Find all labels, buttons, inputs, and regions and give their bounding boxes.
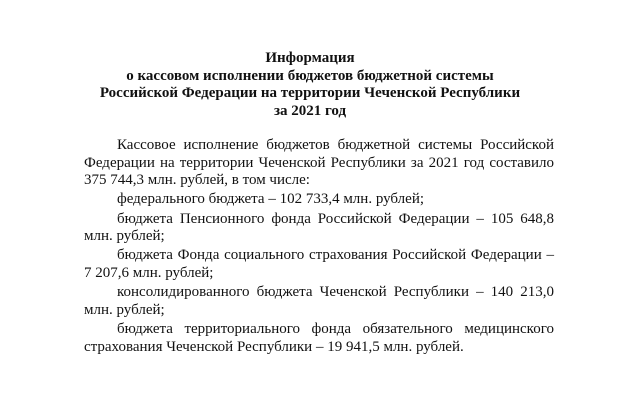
intro-paragraph: Кассовое исполнение бюджетов бюджетной системы Российской Федерации на территории Чеченской Республики за 2021 год составило 375 744,3 млн. рублей, в том числе: bbox=[84, 137, 554, 189]
document-body bbox=[84, 137, 554, 356]
title-line: за 2021 год bbox=[273, 102, 347, 119]
budget-item-social-insurance-fund: бюджета Фонда социального страхования Российской Федерации – 7 207,6 млн. рублей; bbox=[84, 247, 554, 281]
budget-item-federal: федерального бюджета – 102 733,4 млн. рублей; bbox=[117, 191, 425, 208]
document-title bbox=[60, 50, 560, 120]
title-line: Информация bbox=[265, 50, 355, 66]
budget-item-consolidated-republic: консолидированного бюджета Чеченской Республики – 140 213,0 млн. рублей; bbox=[84, 284, 554, 318]
budget-item-territorial-medical-fund: бюджета территориального фонда обязательного медицинского страхования Чеченской Республики – 19 941,5 млн. рублей. bbox=[84, 320, 554, 355]
title-line: о кассовом исполнении бюджетов бюджетной системы bbox=[126, 67, 494, 84]
title-line: Российской Федерации на территории Чеченской Республики bbox=[99, 85, 521, 101]
budget-item-pension-fund: бюджета Пенсионного фонда Российской Федерации – 105 648,8 млн. рублей; bbox=[84, 210, 554, 245]
